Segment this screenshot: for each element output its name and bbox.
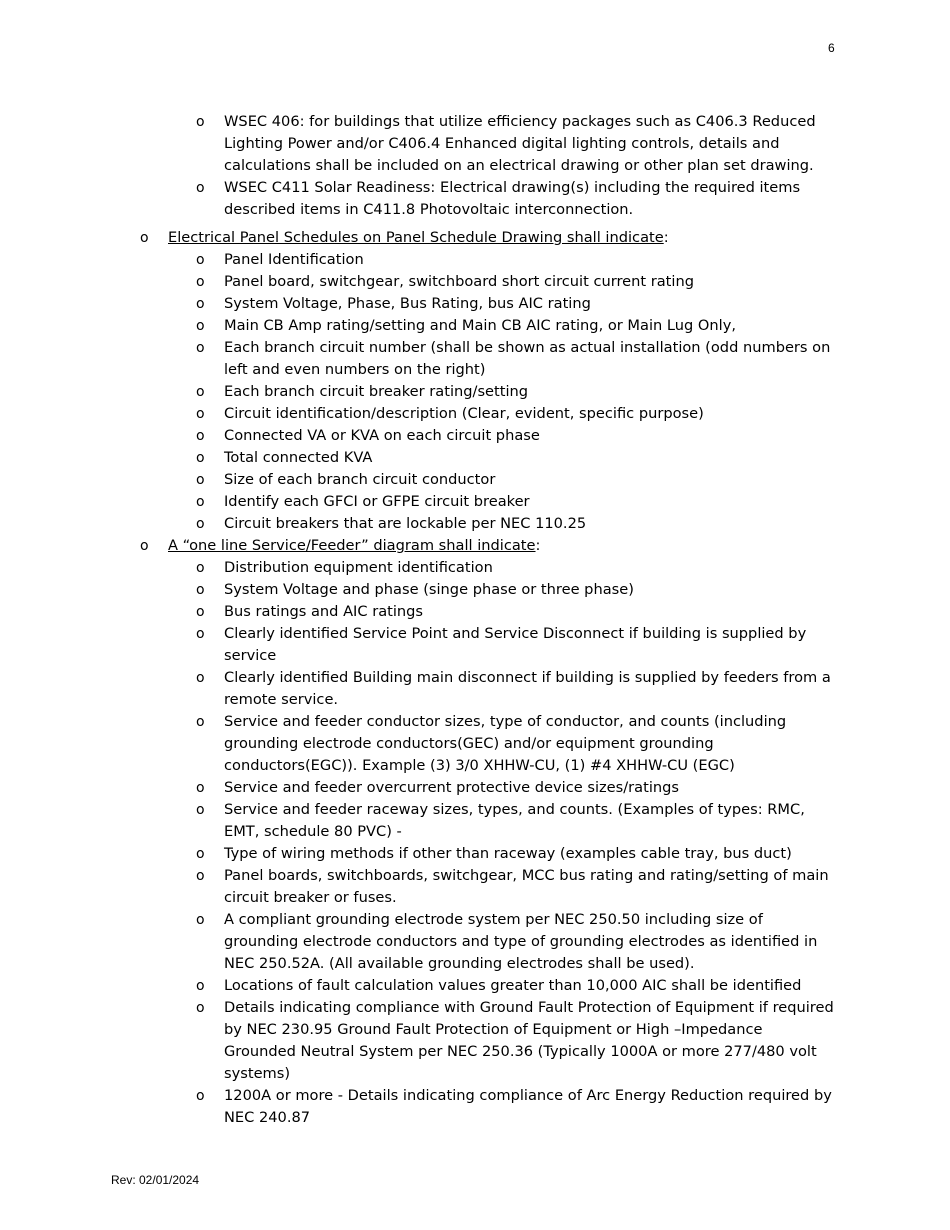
revision-footer: Rev: 02/01/2024 xyxy=(111,1173,200,1187)
list-item-text: Clearly identified Service Point and Service Disconnect if building is supplied by service xyxy=(224,625,807,664)
list-item xyxy=(0,403,950,425)
bullet-icon: o xyxy=(196,274,205,290)
list-item-text: Details indicating compliance with Ground Fault Protection of Equipment if required by NEC 230.95 Ground Fault Protection of Equipment or High –Impedance Grounded Neutral System per NEC 250.36 (Typically 1000A or more 277/480 volt systems) xyxy=(224,999,834,1082)
list-item xyxy=(0,293,950,315)
bullet-icon: o xyxy=(196,714,205,730)
list-item-text: Panel boards, switchboards, switchgear, MCC bus rating and rating/setting of main circuit breaker or fuses. xyxy=(224,867,829,906)
list-item xyxy=(0,491,950,513)
bullet-icon: o xyxy=(140,538,149,554)
list-item xyxy=(0,315,950,337)
list-item-text: Bus ratings and AIC ratings xyxy=(224,603,424,620)
bullet-icon: o xyxy=(196,318,205,334)
bullet-icon: o xyxy=(196,1000,205,1016)
bullet-icon: o xyxy=(140,230,149,246)
list-item-text: Service and feeder conductor sizes, type of conductor, and counts (including grounding electrode conductors(GEC) and/or equipment grounding conductors(EGC)). Example (3) 3/0 XHHW-CU, (1) #4 XHHW-CU (EGC) xyxy=(224,713,787,774)
list-item xyxy=(0,1085,950,1129)
list-item xyxy=(0,777,950,799)
list-item-text: System Voltage and phase (singe phase or three phase) xyxy=(224,581,634,598)
list-item-text: Size of each branch circuit conductor xyxy=(224,471,496,488)
section-heading xyxy=(0,227,840,249)
bullet-icon: o xyxy=(196,406,205,422)
bullet-icon: o xyxy=(196,912,205,928)
list-item xyxy=(0,601,950,623)
section-heading xyxy=(0,535,840,557)
bullet-icon: o xyxy=(196,114,205,130)
list-item xyxy=(0,799,950,843)
bullet-icon: o xyxy=(196,582,205,598)
list-item xyxy=(0,865,950,909)
heading-colon: : xyxy=(663,229,669,246)
bullet-icon: o xyxy=(196,296,205,312)
list-item xyxy=(0,447,950,469)
list-item xyxy=(0,249,950,271)
bullet-icon: o xyxy=(196,180,205,196)
bullet-icon: o xyxy=(196,494,205,510)
list-item-text: Type of wiring methods if other than raceway (examples cable tray, bus duct) xyxy=(224,845,792,862)
list-item xyxy=(0,381,950,403)
bullet-icon: o xyxy=(196,802,205,818)
list-item xyxy=(0,579,950,601)
list-item xyxy=(0,111,950,177)
page-number: 6 xyxy=(828,41,835,55)
list-item xyxy=(0,711,950,777)
list-item-text: Service and feeder overcurrent protective device sizes/ratings xyxy=(224,779,680,796)
bullet-icon: o xyxy=(196,604,205,620)
list-item xyxy=(0,177,950,221)
list-item-text: WSEC C411 Solar Readiness: Electrical drawing(s) including the required items described items in C411.8 Photovoltaic interconnection. xyxy=(224,179,801,218)
bullet-icon: o xyxy=(196,780,205,796)
bullet-icon: o xyxy=(196,340,205,356)
list-item xyxy=(0,623,950,667)
list-item-text: Locations of fault calculation values greater than 10,000 AIC shall be identified xyxy=(224,977,802,994)
list-item xyxy=(0,975,950,997)
heading-colon: : xyxy=(535,537,541,554)
list-item-text: Panel board, switchgear, switchboard short circuit current rating xyxy=(224,273,694,290)
list-item-text: Clearly identified Building main disconnect if building is supplied by feeders from a remote service. xyxy=(224,669,831,708)
bullet-icon: o xyxy=(196,472,205,488)
list-item xyxy=(0,271,950,293)
panel-schedules-heading: Electrical Panel Schedules on Panel Schedule Drawing shall indicate xyxy=(168,229,664,246)
panel-schedules-list xyxy=(0,249,950,535)
list-item-text: Connected VA or KVA on each circuit phase xyxy=(224,427,540,444)
list-item xyxy=(0,557,950,579)
bullet-icon: o xyxy=(196,560,205,576)
list-item xyxy=(0,843,950,865)
bullet-icon: o xyxy=(196,670,205,686)
list-item-text: Panel Identification xyxy=(224,251,364,268)
list-item-text: Identify each GFCI or GFPE circuit breaker xyxy=(224,493,530,510)
bullet-icon: o xyxy=(196,384,205,400)
list-item xyxy=(0,513,950,535)
section-heading-item xyxy=(0,227,950,249)
bullet-icon: o xyxy=(196,516,205,532)
list-item-text: Distribution equipment identification xyxy=(224,559,493,576)
list-item xyxy=(0,337,950,381)
list-item xyxy=(0,997,950,1085)
bullet-icon: o xyxy=(196,978,205,994)
list-item-text: Main CB Amp rating/setting and Main CB AIC rating, or Main Lug Only, xyxy=(224,317,736,334)
bullet-icon: o xyxy=(196,252,205,268)
list-item-text: Total connected KVA xyxy=(224,449,373,466)
list-item-text: Circuit breakers that are lockable per NEC 110.25 xyxy=(224,515,587,532)
bullet-icon: o xyxy=(196,846,205,862)
panel-schedules-section xyxy=(0,227,950,249)
bullet-icon: o xyxy=(196,626,205,642)
one-line-section xyxy=(0,535,950,557)
one-line-list xyxy=(0,557,950,1129)
list-item xyxy=(0,425,950,447)
list-item-text: Each branch circuit breaker rating/setting xyxy=(224,383,529,400)
list-item-text: WSEC 406: for buildings that utilize efficiency packages such as C406.3 Reduced Lighting Power and/or C406.4 Enhanced digital lighting controls, details and calculations shall be included on an electrical drawing or other plan set drawing. xyxy=(224,113,816,174)
bullet-icon: o xyxy=(196,428,205,444)
document-body xyxy=(0,111,950,1129)
list-item-text: System Voltage, Phase, Bus Rating, bus AIC rating xyxy=(224,295,591,312)
list-item-text: Circuit identification/description (Clear, evident, specific purpose) xyxy=(224,405,704,422)
list-item-text: 1200A or more - Details indicating compliance of Arc Energy Reduction required by NEC 240.87 xyxy=(224,1087,832,1126)
top-sub-list xyxy=(0,111,950,221)
bullet-icon: o xyxy=(196,1088,205,1104)
list-item-text: A compliant grounding electrode system per NEC 250.50 including size of grounding electrode conductors and type of grounding electrodes as identified in NEC 250.52A. (All available grounding electrodes shall be used). xyxy=(224,911,818,972)
section-heading-item xyxy=(0,535,950,557)
bullet-icon: o xyxy=(196,450,205,466)
list-item-text: Each branch circuit number (shall be shown as actual installation (odd numbers on left and even numbers on the right) xyxy=(224,339,831,378)
one-line-heading: A “one line Service/Feeder” diagram shall indicate xyxy=(168,537,536,554)
list-item xyxy=(0,909,950,975)
list-item-text: Service and feeder raceway sizes, types, and counts. (Examples of types: RMC, EMT, schedule 80 PVC) - xyxy=(224,801,805,840)
list-item xyxy=(0,667,950,711)
bullet-icon: o xyxy=(196,868,205,884)
list-item xyxy=(0,469,950,491)
